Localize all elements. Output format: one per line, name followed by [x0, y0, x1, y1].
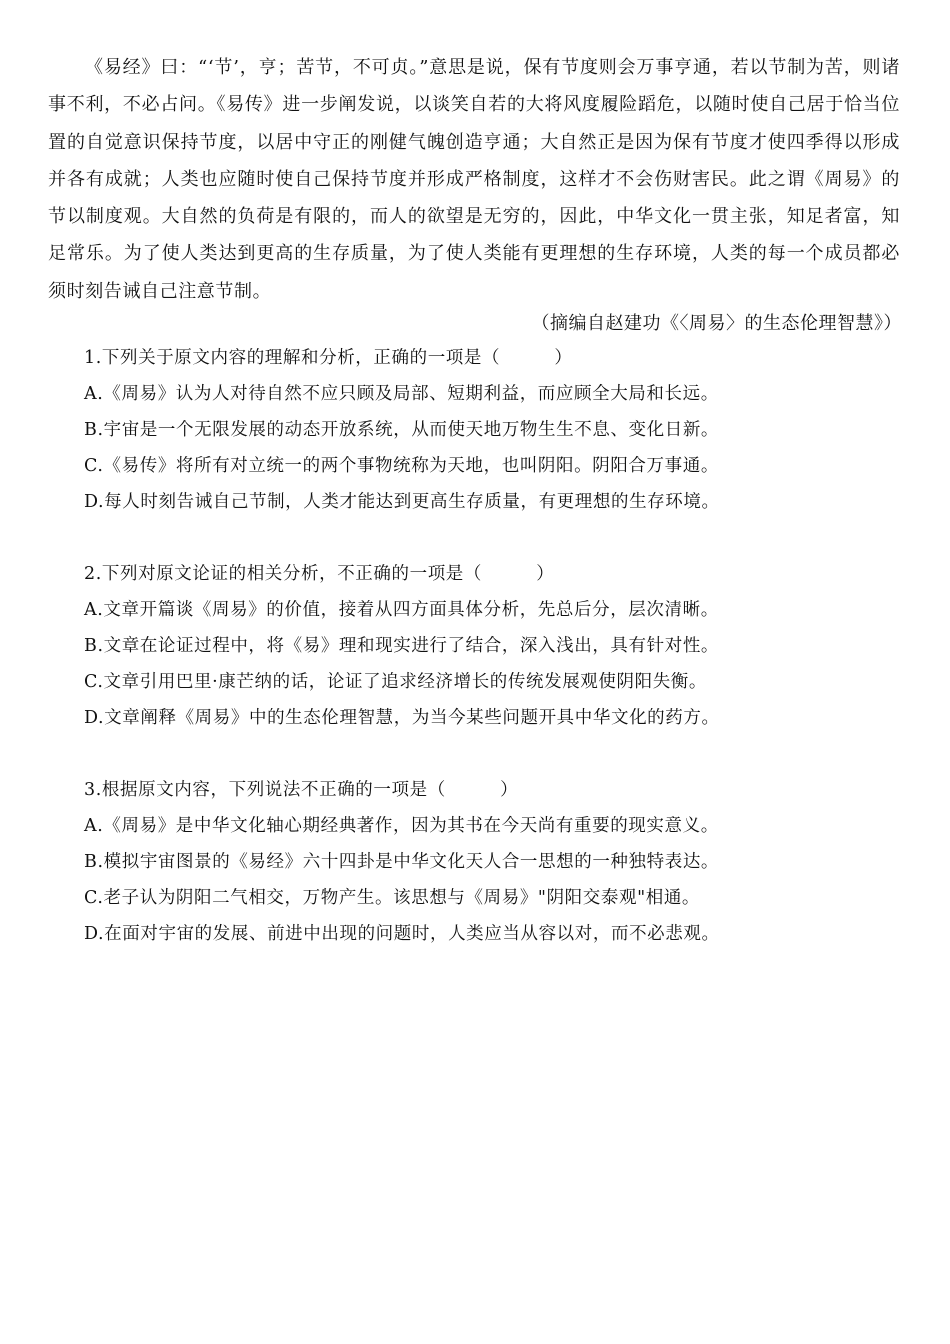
- question-3-stem: 3.根据原文内容，下列说法不正确的一项是（ ）: [84, 780, 519, 800]
- question-3-option-a: A.《周易》是中华文化轴心期经典著作，因为其书在今天尚有重要的现实意义。: [84, 816, 719, 836]
- question-2-stem: 2.下列对原文论证的相关分析，不正确的一项是（ ）: [84, 564, 555, 584]
- question-1-option-a: A.《周易》认为人对待自然不应只顾及局部、短期利益，而应顾全大局和长远。: [84, 384, 719, 404]
- question-2-option-b: B.文章在论证过程中，将《易》理和现实进行了结合，深入浅出，具有针对性。: [84, 636, 720, 656]
- question-2-option-a: A.文章开篇谈《周易》的价值，接着从四方面具体分析，先总后分，层次清晰。: [84, 600, 719, 620]
- passage-paragraph: 《易经》曰：“‘节’，亨；苦节，不可贞。”意思是说，保有节度则会万事亨通，若以节制为苦，则诸事不利，不必占问。《易传》进一步阐发说，以谈笑自若的大将风度履险蹈危，以随时使自己居于恰当位置的自觉意识保持节度，以居中守正的刚健气魄创造亨通；大自然正是因为保有节度才使四季得以形成并各有成就；人类也应随时使自己保持节度并形成严格制度，这样才不会伤财害民。此之谓《周易》的节以制度观。大自然的负荷是有限的，而人的欲望是无穷的，因此，中华文化一贯主张，知足者富，知足常乐。为了使人类达到更高的生存质量，为了使人类能有更理想的生存环境，人类的每一个成员都必须时刻告诫自己注意节制。: [48, 57, 900, 302]
- passage-source: （摘编自赵建功《〈周易〉的生态伦理智慧》）: [531, 313, 902, 334]
- question-3-option-b: B.模拟宇宙图景的《易经》六十四卦是中华文化天人合一思想的一种独特表达。: [84, 852, 720, 872]
- question-1-option-d: D.每人时刻告诫自己节制，人类才能达到更高生存质量，有更理想的生存环境。: [84, 492, 720, 512]
- question-3-option-c: C.老子认为阴阳二气相交，万物产生。该思想与《周易》"阴阳交泰观"相通。: [84, 888, 701, 908]
- question-2-option-c: C.文章引用巴里·康芒纳的话，论证了追求经济增长的传统发展观使阴阳失衡。: [84, 672, 707, 692]
- question-1-option-b: B.宇宙是一个无限发展的动态开放系统，从而使天地万物生生不息、变化日新。: [84, 420, 720, 440]
- question-1-option-c: C.《易传》将所有对立统一的两个事物统称为天地，也叫阴阳。阴阳合万事通。: [84, 456, 719, 476]
- question-1-stem: 1.下列关于原文内容的理解和分析，正确的一项是（ ）: [84, 348, 573, 368]
- question-2-option-d: D.文章阐释《周易》中的生态伦理智慧，为当今某些问题开具中华文化的药方。: [84, 708, 720, 728]
- question-3-option-d: D.在面对宇宙的发展、前进中出现的问题时，人类应当从容以对，而不必悲观。: [84, 924, 720, 944]
